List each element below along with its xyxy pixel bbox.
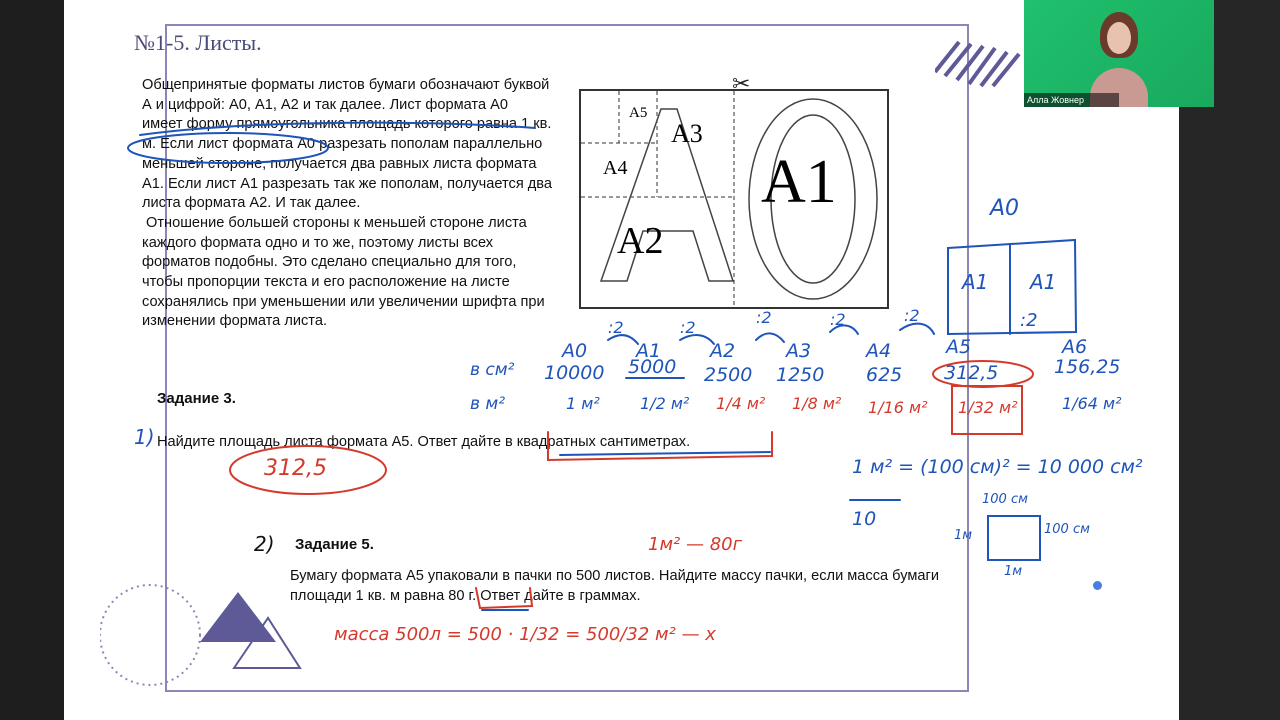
ink-row1-a1: 5000 [628,356,677,378]
ink-row1-a0: 10000 [544,362,605,384]
ink-row2-a5: 1/32 м² [958,398,1018,417]
ink-div2-5: :2 [904,306,920,325]
ink-conversion: 1 м² = (100 см)² = 10 000 см² [852,456,1143,478]
ink-mass-formula: масса 500л = 500 · 1/32 = 500/32 м² — x [334,624,716,645]
ink-row1-a4: 625 [866,364,903,386]
ink-row1-a2: 2500 [704,364,753,386]
ink-answer-circle: 312,5 [264,456,327,481]
ink-a0-label: A0 [990,196,1020,221]
ink-div2-4: :2 [830,310,846,329]
ink-row2-a2: 1/4 м² [716,394,766,413]
ink-row1-unit: в см² [470,360,515,380]
ink-side-top: 100 см [982,492,1028,507]
webcam-name-label: Алла Жовнер [1024,93,1119,107]
ink-a1-right: A1 [1030,270,1057,294]
webcam-video[interactable] [1024,0,1214,107]
ink-format-a0: A0 [562,340,588,362]
ink-number-2: 2) [254,532,275,556]
task5-text: Бумагу формата А5 упаковали в пачки по 500 листов. Найдите массу пачки, если масса бумаги площади 1 кв. м равна 80 г. Ответ дайте в граммах. [290,568,939,604]
figure-label-a2: A2 [617,220,664,262]
ink-row2-unit: в м² [470,394,506,414]
ink-format-a6: A6 [1062,336,1088,358]
task3-text: Найдите площадь листа формата А5. Ответ дайте в квадратных сантиметрах. [157,434,691,450]
figure-label-a3: A3 [671,119,703,148]
ink-row1-a3: 1250 [776,364,825,386]
ink-fraction-10: 10 [852,508,877,530]
figure-label-a4: A4 [603,157,628,179]
task3-heading: Задание 3. [157,390,236,407]
ink-side-left: 1м [954,528,973,543]
ink-side-right: 100 см [1044,522,1090,537]
ink-mass-note: 1м² — 80г [648,534,743,555]
task5-heading: Задание 5. [295,536,374,553]
ink-format-a1: A1 [636,340,662,362]
ink-format-a3: A3 [786,340,812,362]
ink-format-a4: A4 [866,340,892,362]
ink-row2-a3: 1/8 м² [792,394,842,413]
pen-cursor-dot [1093,581,1102,590]
ink-row1-a6: 156,25 [1054,356,1121,378]
ink-div2-3: :2 [756,308,772,327]
ink-div2-box: :2 [1020,310,1038,331]
ink-format-a5: A5 [946,336,972,358]
ink-a1-left: A1 [962,270,989,294]
ink-div2-1: :2 [608,318,624,337]
ink-side-bottom: 1м [1004,564,1023,579]
ink-div2-2: :2 [680,318,696,337]
scissors-icon: ✂ [732,72,751,97]
paragraph-1: Общепринятые форматы листов бумаги обозначают буквой А и цифрой: А0, А1, А2 и так далее. Лист формата А0 имеет форму прямоугольника площадь которого равна 1 кв. м. Если лист формата А0 разрезать пополам параллельно меньшей стороне, получается два равных листа формата А1. Если лист А1 разрезать так же пополам, получается два листа формата А2. И так далее. [142,77,553,212]
figure-label-a5: A5 [629,105,648,121]
ink-row1-a5: 312,5 [944,362,999,384]
ink-row2-a1: 1/2 м² [640,394,690,413]
ink-row2-a4: 1/16 м² [868,398,928,417]
ink-number-1: 1) [134,425,155,449]
page-title: №1-5. Листы. [134,30,262,55]
ink-row2-a0: 1 м² [566,394,600,413]
ink-format-a2: A2 [710,340,736,362]
ink-row2-a6: 1/64 м² [1062,394,1122,413]
figure-label-a1: A1 [761,148,837,216]
paragraph-2: Отношение большей стороны к меньшей стороне листа каждого формата одно и то же, поэтому листы всех форматов подобны. Это сделано специально для того, чтобы пропорции текста и его расположение на листе сохранялись при уменьшении или увеличении шрифта при изменении формата листа. [142,214,545,330]
